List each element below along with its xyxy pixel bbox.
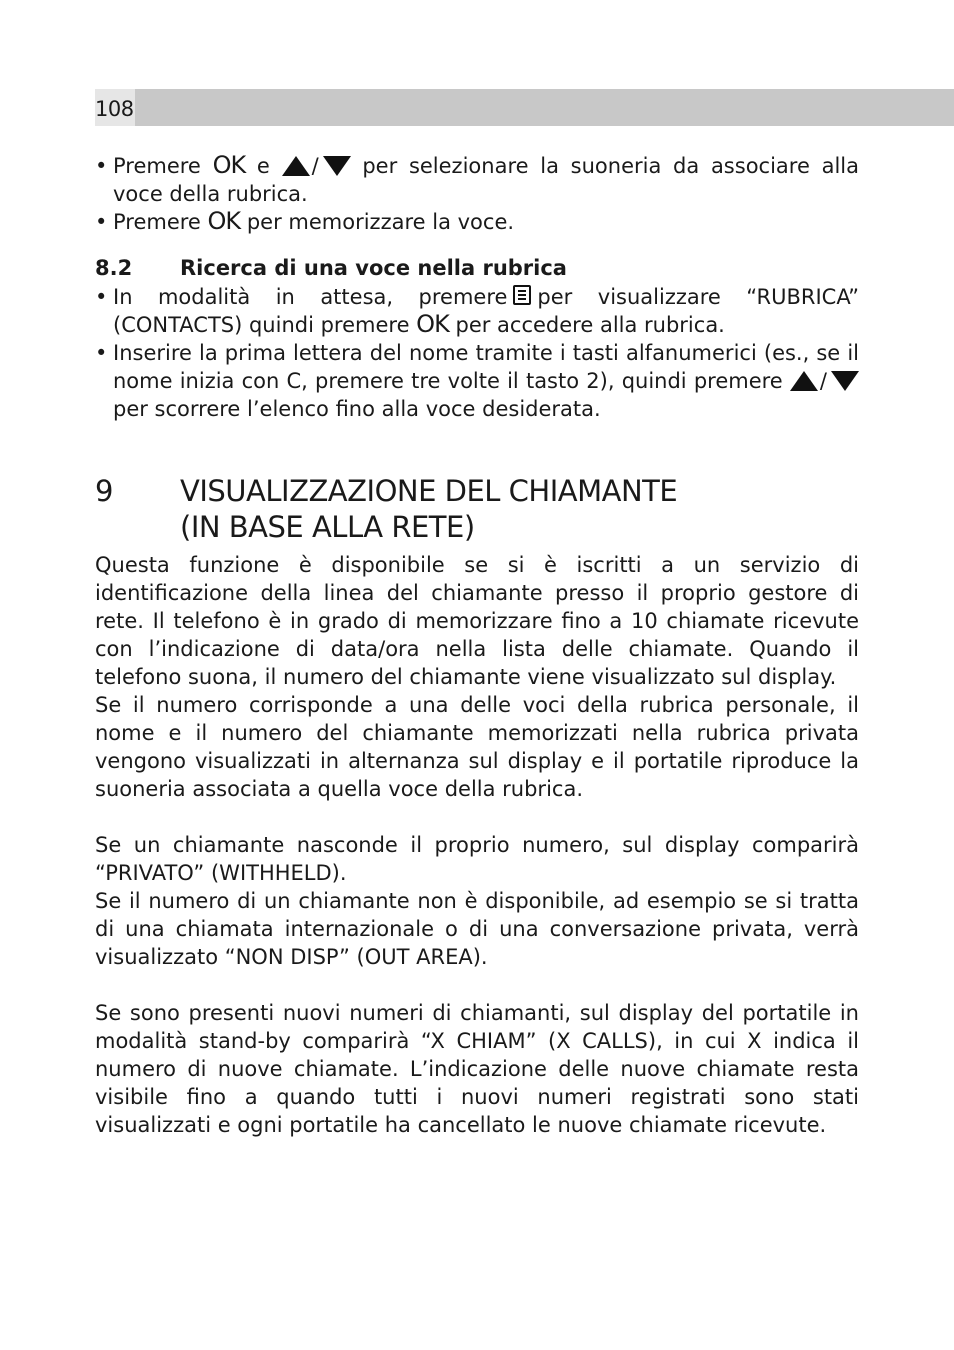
chapter-title-line1: VISUALIZZAZIONE DEL CHIAMANTE: [180, 474, 678, 508]
arrow-up-icon: [282, 156, 310, 176]
header-bar: [95, 89, 954, 126]
page-number: 108: [95, 89, 135, 126]
paragraph-phonebook-match: Se il numero corrisponde a una delle voci della rubrica personale, il nome e il numero del chiamante memorizzati nella rubrica privata vengono visualizzati in alternanza sul display e il portatile riproduce la suoneria associata a quella voce della rubrica.: [95, 693, 859, 801]
chapter-number: 9: [95, 474, 113, 508]
ok-key-icon: OK: [207, 207, 241, 235]
paragraph-out-area: Se il numero di un chiamante non è disponibile, ad esempio se si tratta di una chiamata internazionale o di una conversazione privata, verrà visualizzato “NON DISP” (OUT AREA).: [95, 889, 859, 969]
slash: /: [819, 369, 827, 393]
bullet-text: In modalità in attesa, premere: [113, 285, 508, 309]
bullet-search-entry: [95, 339, 859, 423]
chapter-heading-9: [95, 473, 859, 545]
bullet-text: per visualizzare “RUBRICA” (CONTACTS) quindi premere: [113, 285, 859, 337]
slash: /: [311, 154, 319, 178]
arrow-down-icon: [831, 371, 859, 391]
bullet-text: per memorizzare la voce.: [240, 210, 515, 234]
ok-key-icon: OK: [212, 151, 246, 179]
bullet-text: Premere: [113, 210, 208, 234]
bullet-text: Premere: [113, 154, 213, 178]
menu-icon: [513, 285, 531, 305]
bullet-dot: •: [95, 285, 108, 309]
ok-key-icon: OK: [416, 310, 449, 338]
bullet-text: per selezionare la suoneria da associare alla voce della rubrica.: [113, 154, 859, 206]
bullet-text: Inserire la prima lettera del nome tramite i tasti alfanumerici (es., se il nome inizia con C, premere tre volte il tasto 2), quindi premere: [113, 341, 859, 393]
spacer: [95, 803, 859, 831]
chapter-title-line2: (IN BASE ALLA RETE): [180, 510, 475, 544]
bullet-text: per accedere alla rubrica.: [448, 313, 725, 337]
section-number: 8.2: [95, 256, 133, 280]
section-heading-8-2: [95, 253, 859, 283]
bullet-open-phonebook: [95, 283, 859, 339]
bullet-dot: •: [95, 341, 108, 365]
section-title: Ricerca di una voce nella rubrica: [180, 256, 567, 280]
bullet-text: per scorrere l’elenco fino alla voce desiderata.: [113, 397, 601, 421]
page-content: [95, 152, 859, 1139]
paragraph-new-calls: Se sono presenti nuovi numeri di chiamanti, sul display del portatile in modalità stand-by comparirà “X CHIAM” (X CALLS), in cui X indica il numero di nuove chiamate. L’indicazione delle nuove chiamate resta visibile fino a quando tutti i nuovi numeri registrati sono stati visualizzati e ogni portatile ha cancellato le nuove chiamate ricevute.: [95, 1001, 859, 1137]
paragraph-withheld: Se un chiamante nasconde il proprio numero, sul display comparirà “PRIVATO” (WITHHELD).: [95, 833, 859, 885]
arrow-up-icon: [790, 371, 818, 391]
bullet-text: e: [245, 154, 282, 178]
arrow-down-icon: [323, 156, 351, 176]
bullet-dot: •: [95, 154, 108, 178]
bullet-save-entry: [95, 208, 859, 236]
bullet-dot: •: [95, 210, 108, 234]
spacer: [95, 971, 859, 999]
bullet-select-ringtone: [95, 152, 859, 208]
paragraph-intro: Questa funzione è disponibile se si è iscritti a un servizio di identificazione della linea del chiamante presso il proprio gestore di rete. Il telefono è in grado di memorizzare fino a 10 chiamate ricevute con l’indicazione di data/ora nella lista delle chiamate. Quando il telefono suona, il numero del chiamante viene visualizzato sul display.: [95, 553, 859, 689]
